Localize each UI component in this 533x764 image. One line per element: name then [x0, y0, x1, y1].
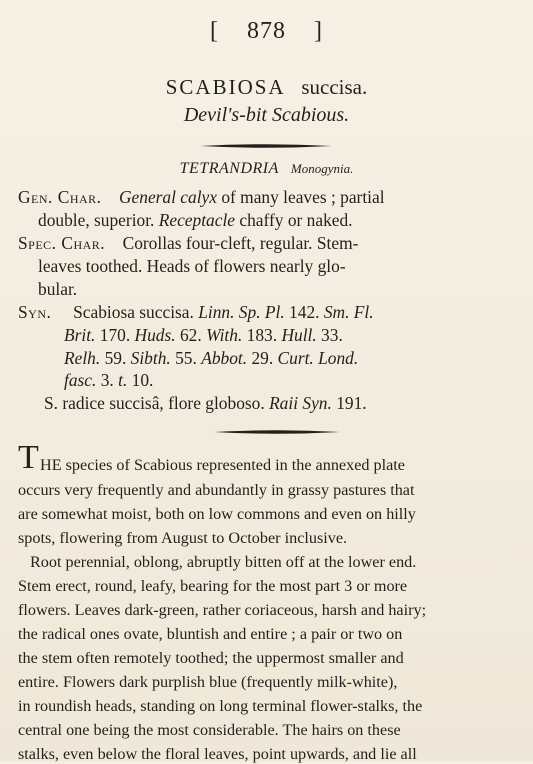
species-title [0, 75, 533, 100]
drop-cap: T [18, 439, 39, 476]
paragraph-2-line-8: central one being the most considerable. The hairs on these [18, 721, 401, 739]
common-name: Devil's-bit Scabious. [183, 104, 350, 126]
syn-line-3: Relh. 59. Sibth. 55. Abbot. 29. Curt. Lond. [64, 348, 359, 368]
gen-char-label: Gen. Char. [18, 187, 102, 207]
paragraph-2-line-5: the stem often remotely toothed; the uppermost smaller and [18, 649, 404, 667]
paragraph-1-line-4: spots, flowering from August to October inclusive. [18, 529, 348, 547]
paragraph-2-line-9: stalks, even below the floral leaves, point upwards, and lie all [18, 745, 417, 763]
bracket-open: [ [210, 18, 219, 44]
paragraph-2-line-7: in roundish heads, standing on long terminal flower-stalks, the [18, 697, 423, 715]
syn-line-2: Brit. 170. Huds. 62. With. 183. Hull. 33. [64, 325, 343, 345]
spec-char-label: Spec. Char. [18, 233, 106, 253]
order-name: Monogynia. [290, 161, 354, 176]
gen-char-line-1: Gen. Char. General calyx of many leaves ; partial [18, 187, 385, 207]
class-name: TETRANDRIA [179, 160, 279, 177]
paragraph-1-line-2: occurs very frequently and abundantly in grassy pastures that [18, 481, 415, 499]
bracket-close: ] [314, 18, 323, 44]
spec-char-line-1: Spec. Char. Corollas four-cleft, regular. Stem- [18, 233, 359, 253]
paragraph-2-line-3: flowers. Leaves dark-green, rather coriaceous, harsh and hairy; [18, 601, 427, 619]
decorative-rule-top [0, 143, 533, 149]
paragraph-2-line-2: Stem erect, round, leafy, bearing for the most part 3 or more [18, 577, 408, 595]
spec-char-line-3: bular. [38, 279, 78, 299]
genus-name: SCABIOSA [165, 75, 286, 99]
syn-label: Syn. [18, 302, 52, 322]
plate-number: 878 [247, 18, 286, 44]
paragraph-1-line-1: HE species of Scabious represented in the annexed plate [40, 456, 405, 474]
paragraph-1-line-3: are somewhat moist, both on low commons and even on hilly [18, 505, 416, 523]
paragraph-2-line-4: the radical ones ovate, bluntish and entire ; a pair or two on [18, 625, 403, 643]
syn-line-5: S. radice succisâ, flore globoso. Raii Syn. 191. [44, 393, 367, 413]
species-epithet: succisa. [301, 75, 368, 99]
spec-char-line-2: leaves toothed. Heads of flowers nearly glo- [38, 256, 346, 276]
syn-line-4: fasc. 3. t. 10. [64, 370, 154, 390]
paragraph-2-line-6: entire. Flowers dark purplish blue (frequently milk-white), [18, 673, 398, 691]
decorative-rule-middle [0, 429, 533, 435]
plate-number-header [0, 18, 533, 45]
syn-line-1: Syn. Scabiosa succisa. Linn. Sp. Pl. 142. Sm. Fl. [18, 302, 374, 322]
linnaean-classification [0, 160, 533, 178]
paragraph-2-line-1: Root perennial, oblong, abruptly bitten off at the lower end. [30, 553, 417, 571]
gen-char-line-2: double, superior. Receptacle chaffy or naked. [38, 210, 353, 230]
